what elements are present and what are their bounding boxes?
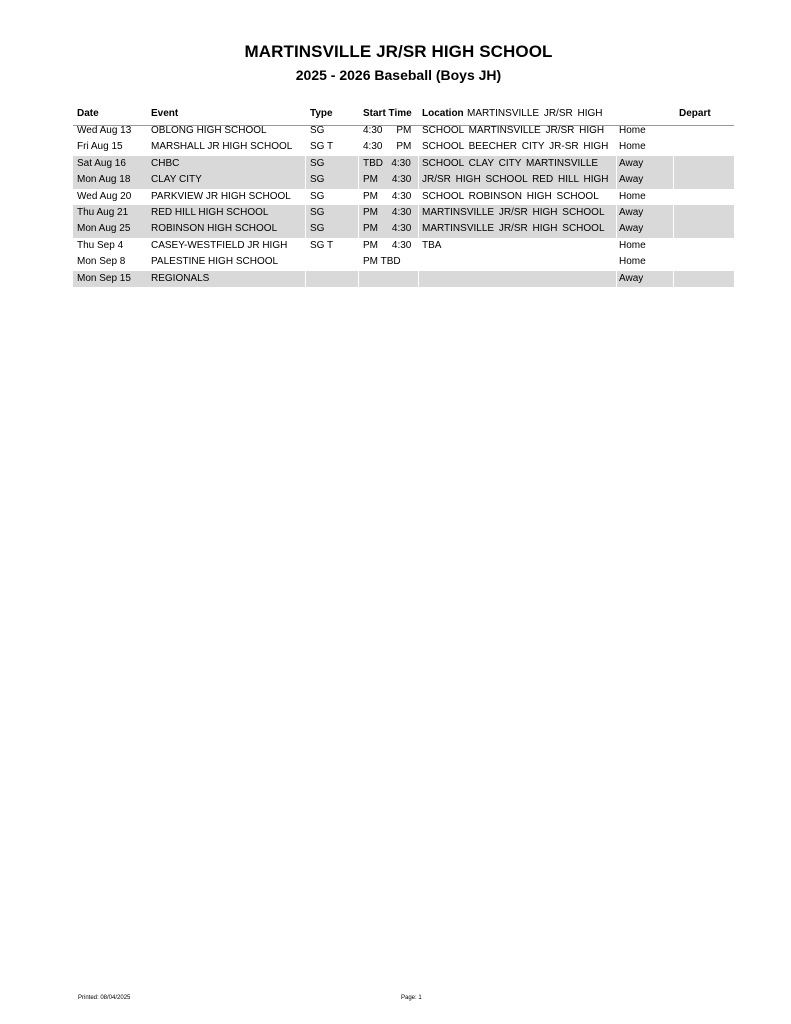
table-row: [73, 123, 734, 139]
column-separator: [358, 156, 359, 172]
cell-date: Mon Sep 8: [77, 256, 126, 268]
cell-type: SG: [310, 223, 325, 235]
table-row: [73, 172, 734, 188]
cell-start-time: PM 4:30: [363, 206, 412, 218]
cell-event: PALESTINE HIGH SCHOOL: [151, 256, 279, 268]
cell-type: SG: [310, 125, 325, 136]
column-separator: [305, 271, 306, 287]
cell-location: JR/SR HIGH SCHOOL RED HILL HIGH: [422, 174, 609, 186]
cell-event: OBLONG HIGH SCHOOL: [151, 125, 267, 136]
column-separator: [616, 221, 617, 237]
column-separator: [358, 221, 359, 237]
cell-home-away: Away: [619, 272, 644, 284]
cell-type: SG: [310, 190, 325, 202]
header-location: Location: [422, 108, 464, 119]
column-separator: [358, 271, 359, 287]
column-separator: [673, 156, 674, 172]
column-separator: [305, 205, 306, 221]
page-title: MARTINSVILLE JR/SR HIGH SCHOOL: [244, 42, 553, 61]
cell-start-time: 4:30 PM: [363, 141, 412, 153]
cell-event: CASEY-WESTFIELD JR HIGH: [151, 239, 288, 251]
header-start-time: Start Time: [363, 108, 412, 119]
cell-home-away: Away: [619, 157, 644, 169]
cell-date: Sat Aug 16: [77, 157, 126, 169]
cell-start-time: PM 4:30: [363, 223, 412, 235]
cell-home-away: Away: [619, 206, 644, 218]
column-separator: [418, 172, 419, 188]
cell-event: CLAY CITY: [151, 174, 202, 186]
header-location-first: MARTINSVILLE JR/SR HIGH: [467, 108, 603, 119]
cell-type: SG: [310, 157, 325, 169]
column-separator: [418, 221, 419, 237]
column-separator: [305, 156, 306, 172]
column-separator: [616, 156, 617, 172]
column-separator: [418, 271, 419, 287]
cell-start-time: 4:30 PM: [363, 125, 412, 136]
header-event: Event: [151, 108, 179, 119]
cell-home-away: Home: [619, 190, 646, 202]
column-separator: [673, 271, 674, 287]
cell-event: PARKVIEW JR HIGH SCHOOL: [151, 190, 291, 202]
column-separator: [616, 205, 617, 221]
cell-location: MARTINSVILLE JR/SR HIGH SCHOOL: [422, 206, 605, 218]
cell-date: Mon Sep 15: [77, 272, 131, 284]
cell-event: CHBC: [151, 157, 180, 169]
cell-home-away: Home: [619, 239, 646, 251]
column-separator: [673, 172, 674, 188]
column-separator: [673, 205, 674, 221]
cell-date: Thu Aug 21: [77, 206, 129, 218]
column-separator: [305, 221, 306, 237]
cell-home-away: Home: [619, 256, 646, 268]
page-number: Page: 1: [401, 995, 422, 1001]
cell-start-time: TBD 4:30: [363, 157, 411, 169]
season-subtitle: 2025 - 2026 Baseball (Boys JH): [295, 67, 502, 83]
column-separator: [616, 271, 617, 287]
header-date: Date: [77, 108, 99, 119]
table-row: [73, 139, 734, 155]
column-separator: [418, 205, 419, 221]
table-row: [73, 156, 734, 172]
cell-date: Fri Aug 15: [77, 141, 123, 153]
table-row: [73, 238, 734, 254]
cell-date: Wed Aug 13: [77, 125, 132, 136]
cell-location: SCHOOL BEECHER CITY JR-SR HIGH: [422, 141, 609, 153]
cell-date: Mon Aug 25: [77, 223, 131, 235]
column-separator: [673, 221, 674, 237]
column-separator: [616, 172, 617, 188]
cell-type: SG T: [310, 141, 334, 153]
table-row: [73, 189, 734, 205]
cell-date: Wed Aug 20: [77, 190, 132, 202]
table-row: [73, 254, 734, 270]
cell-location: SCHOOL MARTINSVILLE JR/SR HIGH: [422, 125, 605, 136]
cell-type: SG T: [310, 239, 334, 251]
cell-date: Thu Sep 4: [77, 239, 124, 251]
table-row: [73, 221, 734, 237]
cell-location: SCHOOL ROBINSON HIGH SCHOOL: [422, 190, 599, 202]
cell-location: TBA: [422, 239, 442, 251]
header-depart: Depart: [679, 108, 711, 119]
cell-start-time: PM TBD: [363, 256, 401, 268]
cell-home-away: Away: [619, 223, 644, 235]
column-separator: [358, 172, 359, 188]
header-type: Type: [310, 108, 333, 119]
table-row: [73, 271, 734, 287]
cell-start-time: PM 4:30: [363, 190, 412, 202]
cell-start-time: PM 4:30: [363, 239, 412, 251]
schedule-table: [73, 123, 734, 287]
cell-location: MARTINSVILLE JR/SR HIGH SCHOOL: [422, 223, 605, 235]
table-row: [73, 205, 734, 221]
cell-type: SG: [310, 206, 325, 218]
column-separator: [305, 172, 306, 188]
column-separator: [418, 156, 419, 172]
cell-date: Mon Aug 18: [77, 174, 131, 186]
cell-event: MARSHALL JR HIGH SCHOOL: [151, 141, 293, 153]
printed-date: Printed: 08/04/2025: [78, 995, 131, 1001]
cell-home-away: Away: [619, 174, 644, 186]
cell-home-away: Home: [619, 141, 646, 153]
cell-location: SCHOOL CLAY CITY MARTINSVILLE: [422, 157, 599, 169]
cell-home-away: Home: [619, 125, 646, 136]
cell-event: REGIONALS: [151, 272, 210, 284]
column-separator: [358, 205, 359, 221]
cell-type: SG: [310, 174, 325, 186]
cell-event: ROBINSON HIGH SCHOOL: [151, 223, 278, 235]
cell-event: RED HILL HIGH SCHOOL: [151, 206, 269, 218]
cell-start-time: PM 4:30: [363, 174, 412, 186]
